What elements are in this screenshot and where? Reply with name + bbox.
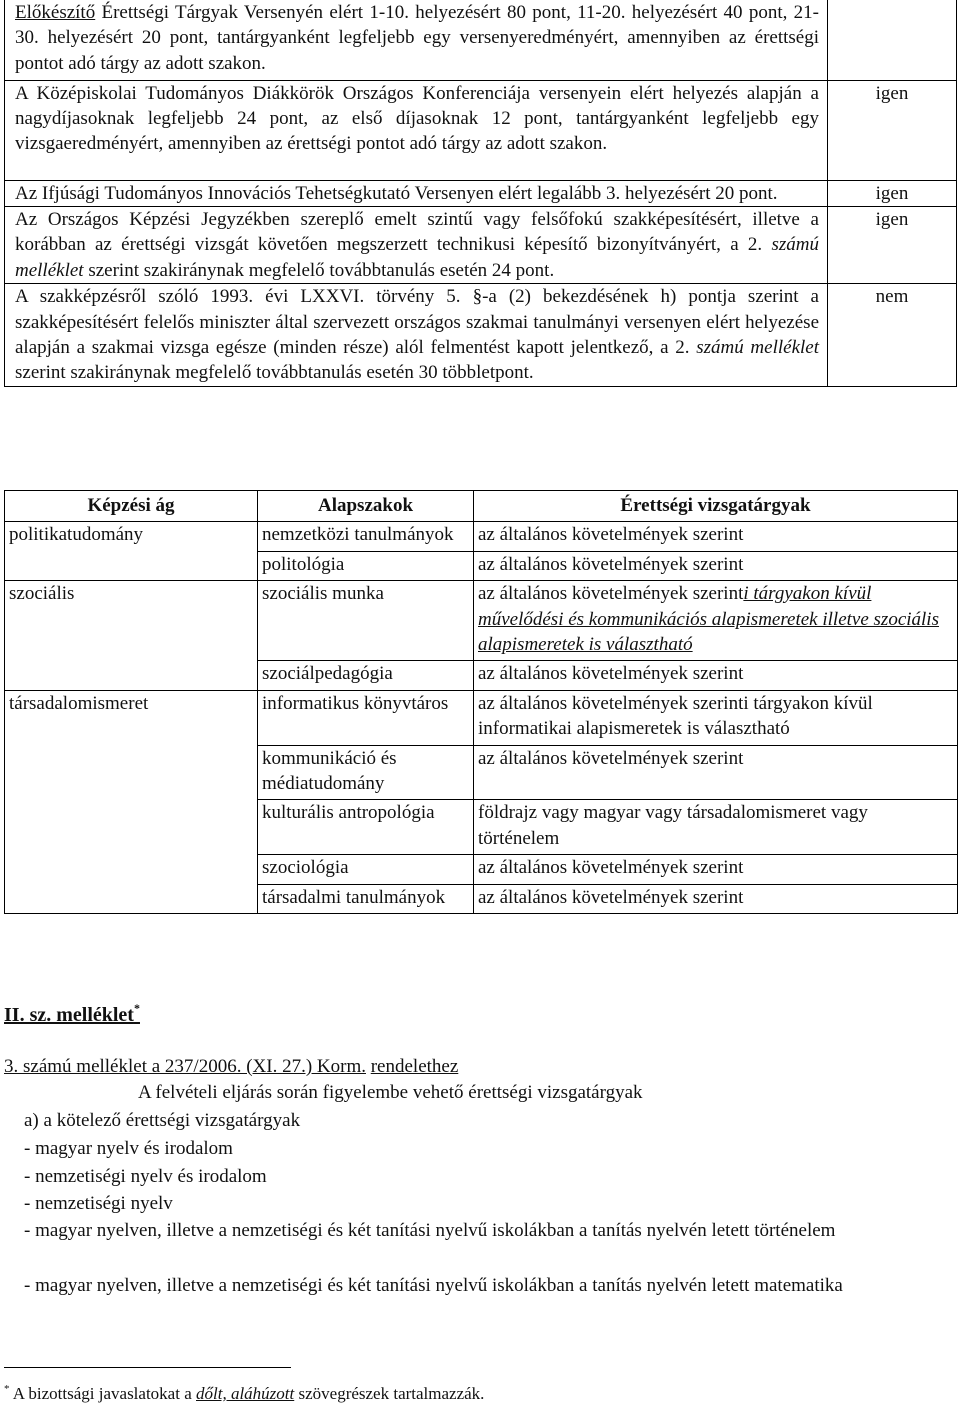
table-row bbox=[5, 581, 958, 661]
list-item-long: - magyar nyelven, illetve a nemzetiségi és két tanítási nyelvű iskolákban a tanítás nyelvén letett matematika bbox=[24, 1275, 843, 1296]
table-row bbox=[5, 855, 958, 884]
table-row bbox=[5, 661, 958, 690]
exam-subjects-cell bbox=[474, 522, 958, 551]
text-run: A szakképzésről szóló 1993. évi LXXVI. törvény 5. §-a (2) bekezdésének h) pontja szerint a szakképesítésért felelős miniszter által szervezett országos szakmai tanulmányi versenyen elért helyezése alapján a szakmai vizsga egésze (minden része) alól felmentést kapott jelentkező, a 2. bbox=[15, 286, 819, 358]
text-run: Előkészítő bbox=[15, 2, 96, 23]
table-row bbox=[5, 690, 958, 745]
text-run: számú melléklet bbox=[696, 336, 820, 358]
text-run: szerint szakiránynak megfelelő továbbtanulás esetén 24 pont. bbox=[83, 259, 555, 281]
text-run: az általános követelmények szerint bbox=[478, 553, 744, 575]
intro-heading: A felvételi eljárás során figyelembe vehető érettségi vizsgatárgyak bbox=[138, 1082, 643, 1103]
major-cell: szociális munka bbox=[258, 581, 474, 661]
major-cell: kulturális antropológia bbox=[258, 800, 474, 855]
annex-footnote-mark: * bbox=[133, 1001, 140, 1015]
text-run: A bizottsági javaslatokat a bbox=[9, 1384, 196, 1403]
bonus-description bbox=[5, 206, 828, 283]
mandatory-subjects-heading: a) a kötelező érettségi vizsgatárgyak bbox=[24, 1110, 301, 1131]
exam-subjects-cell bbox=[474, 884, 958, 913]
text-run: rendelethez bbox=[370, 1056, 459, 1077]
bonus-answer: igen bbox=[828, 206, 957, 283]
text-run: földrajz vagy magyar vagy társadalomismeret vagy történelem bbox=[478, 802, 868, 849]
major-cell: szociológia bbox=[258, 855, 474, 884]
bonus-row bbox=[5, 0, 957, 80]
text-run: az általános követelmények szerint bbox=[478, 886, 744, 908]
annex-title-text: II. sz. melléklet bbox=[4, 1004, 134, 1026]
text-run: az általános követelmények szerint bbox=[478, 747, 744, 769]
major-cell: nemzetközi tanulmányok bbox=[258, 522, 474, 551]
list-item: - nemzetiségi nyelv és irodalom bbox=[24, 1166, 267, 1187]
list-item: - nemzetiségi nyelv bbox=[24, 1193, 173, 1214]
text-run: A Középiskolai Tudományos Diákkörök Országos Konferenciája versenyein elért helyezés alapján a nagydíjasoknak legfeljebb 24 pont, az első díjasoknak 12 pont, tantárgyanként legfeljebb egy vizsgaeredményért, amennyiben az érettségi pontot adó tárgy az adott szakon. bbox=[15, 82, 819, 155]
text-run: az általános követelmények szerint bbox=[478, 857, 744, 879]
text-run: Az Ifjúsági Tudományos Innovációs Tehetségkutató Versenyen elért legalább 3. helyezésért 20 pont. bbox=[15, 182, 778, 204]
text-run: i tárgyakon kívül művelődési és kommunikációs alapismeretek illetve szociális alapismeretek is választható bbox=[478, 583, 939, 656]
training-branch-cell bbox=[5, 551, 258, 580]
major-cell: társadalmi tanulmányok bbox=[258, 884, 474, 913]
footnote-text bbox=[10, 1384, 485, 1403]
bonus-answer: igen bbox=[828, 80, 957, 180]
subject-table-header-row bbox=[5, 491, 958, 522]
major-cell: informatikus könyvtáros bbox=[258, 690, 474, 745]
bonus-description bbox=[5, 180, 828, 206]
exam-subjects-cell bbox=[474, 690, 958, 745]
text-run: az általános követelmények szerint bbox=[478, 583, 744, 605]
training-branch-cell: politikatudomány bbox=[5, 522, 258, 551]
text-run: szerint szakiránynak megfelelő továbbtanulás esetén 30 többletpont. bbox=[15, 362, 534, 384]
training-branch-cell bbox=[5, 661, 258, 690]
text-run: az általános követelmények szerint bbox=[478, 663, 744, 685]
text-run: 3. számú melléklet a 237/2006. (XI. 27.) Korm. bbox=[4, 1056, 366, 1077]
header-training-branch: Képzési ág bbox=[5, 491, 258, 522]
text-run: szövegrészek tartalmazzák. bbox=[294, 1384, 485, 1403]
bonus-description bbox=[5, 284, 828, 387]
table-row bbox=[5, 800, 958, 855]
major-cell: szociálpedagógia bbox=[258, 661, 474, 690]
text-run: Érettségi Tárgyak Versenyén elért 1-10. helyezésért 80 pont, 11-20. helyezésért 40 pont, 21-30. helyezésért 20 pont, tantárgyanként legfeljebb egy versenyeredményért, amennyiben az érettségi pontot adó tárgy az adott szakon. bbox=[15, 2, 819, 74]
bonus-answer: igen bbox=[828, 180, 957, 206]
header-bachelor-majors: Alapszakok bbox=[258, 491, 474, 522]
major-cell: kommunikáció és médiatudomány bbox=[258, 745, 474, 800]
text-run: az általános követelmények szerint bbox=[478, 524, 744, 546]
text-run: számú melléklet bbox=[15, 234, 819, 281]
bonus-points-table bbox=[4, 0, 957, 387]
training-branch-cell bbox=[5, 800, 258, 855]
table-row bbox=[5, 551, 958, 580]
bonus-answer bbox=[828, 0, 957, 80]
bonus-row bbox=[5, 284, 957, 387]
training-branch-cell bbox=[5, 884, 258, 913]
list-item-long: - magyar nyelven, illetve a nemzetiségi és két tanítási nyelvű iskolákban a tanítás nyelvén letett történelem bbox=[24, 1220, 836, 1241]
table-row bbox=[5, 884, 958, 913]
training-branch-cell: szociális bbox=[5, 581, 258, 661]
exam-subjects-cell bbox=[474, 855, 958, 884]
training-branch-cell bbox=[5, 855, 258, 884]
bonus-answer: nem bbox=[828, 284, 957, 387]
exam-subjects-cell bbox=[474, 581, 958, 661]
footnote-separator bbox=[4, 1367, 291, 1368]
bonus-description bbox=[5, 0, 828, 80]
annex-title bbox=[4, 996, 140, 1028]
text-run: Az Országos Képzési Jegyzékben szereplő emelt szintű vagy felsőfokú szakképesítésért, illetve a korábban az érettségi vizsgát követően megszerzett technikusi képesítő bizonyítványért, a 2. bbox=[15, 208, 819, 256]
footnote-mark: * bbox=[4, 1383, 10, 1395]
major-cell: politológia bbox=[258, 551, 474, 580]
subject-requirements-table bbox=[4, 490, 958, 914]
exam-subjects-cell bbox=[474, 661, 958, 690]
exam-subjects-cell bbox=[474, 551, 958, 580]
list-item: - magyar nyelv és irodalom bbox=[24, 1138, 233, 1159]
training-branch-cell: társadalomismeret bbox=[5, 690, 258, 745]
bonus-description bbox=[5, 80, 828, 180]
annex-subtitle bbox=[4, 1054, 458, 1079]
table-row bbox=[5, 745, 958, 800]
text-run: dőlt, aláhúzott bbox=[196, 1384, 295, 1403]
header-exam-subjects: Érettségi vizsgatárgyak bbox=[474, 491, 958, 522]
bonus-row bbox=[5, 180, 957, 206]
table-row bbox=[5, 522, 958, 551]
bonus-row bbox=[5, 80, 957, 180]
bonus-row bbox=[5, 206, 957, 283]
footnote bbox=[4, 1377, 484, 1406]
exam-subjects-cell bbox=[474, 800, 958, 855]
text-run: az általános követelmények szerinti tárgyakon kívül informatikai alapismeretek is választható bbox=[478, 692, 873, 740]
training-branch-cell bbox=[5, 745, 258, 800]
exam-subjects-cell bbox=[474, 745, 958, 800]
